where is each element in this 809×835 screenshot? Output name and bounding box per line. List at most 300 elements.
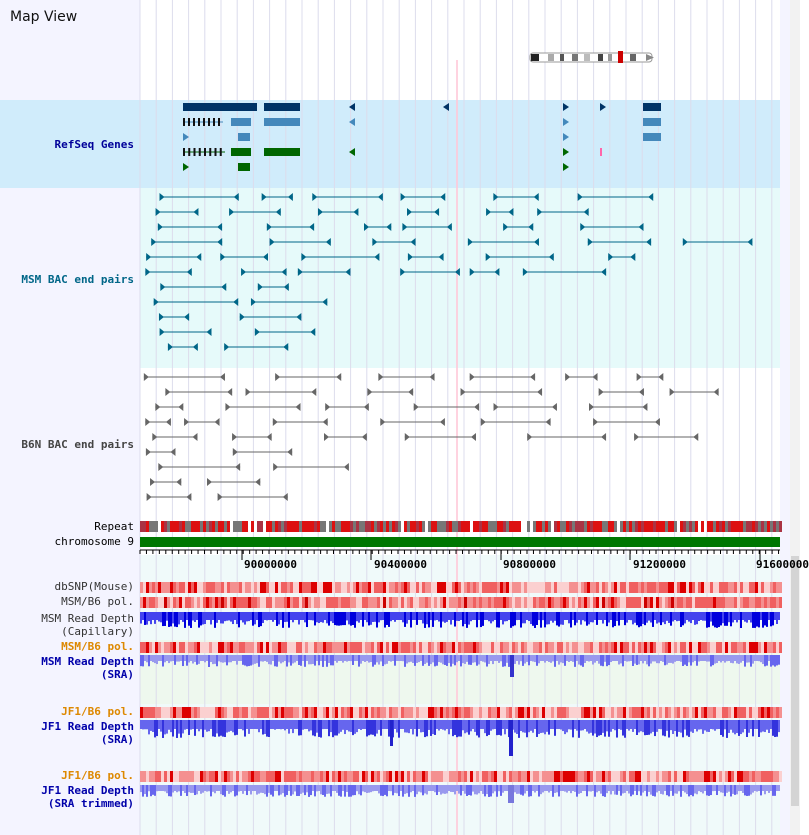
depth-bar [222,612,224,624]
heatmap-cell [530,597,533,608]
depth-bar [414,655,416,666]
heatmap-cell [668,642,671,653]
heatmap-cell [515,707,518,718]
heatmap-cell [350,642,353,653]
repeat-block [596,521,599,532]
depth-bar [268,720,270,737]
depth-bar [390,655,392,662]
repeat-track[interactable] [140,521,782,532]
heatmap-cell [512,582,515,593]
heatmap-cell [713,707,716,718]
depth-bar [758,655,760,661]
heatmap-cell [650,597,653,608]
repeat-block [323,521,326,532]
heatmap-cell [254,707,257,718]
depth-bar [396,612,398,618]
depth-bar [736,655,738,663]
heatmap-cell [707,597,710,608]
heatmap-cell [329,642,332,653]
heatmap-cell [680,597,683,608]
heatmap-cell [518,597,521,608]
depth-bar [142,720,144,729]
depth-bar [650,720,652,733]
heatmap-cell [548,597,551,608]
depth-bar [210,785,212,796]
heatmap-cell [437,582,440,593]
depth-bar [676,655,678,659]
depth-bar [710,612,712,622]
depth-bar [176,720,178,738]
depth-bar [684,720,686,730]
heatmap-cell [287,771,290,782]
depth-bar [282,720,284,727]
depth-bar [736,720,738,733]
depth-bar [642,720,644,732]
depth-bar [216,612,218,623]
heatmap-cell [206,771,209,782]
heatmap-cell [155,597,158,608]
depth-bar [430,655,432,664]
heatmap-cell [761,642,764,653]
depth-bar [248,612,250,621]
depth-bar [172,612,174,623]
depth-bar [288,720,290,734]
depth-bar [238,612,240,627]
heatmap-cell [161,582,164,593]
depth-bar [580,720,582,731]
depth-bar [580,655,582,665]
heatmap-cell [542,707,545,718]
depth-bar [336,655,338,663]
repeat-block [152,521,155,532]
depth-bar [152,720,154,732]
heatmap-cell [299,771,302,782]
depth-bar [412,720,414,734]
heatmap-cell [467,642,470,653]
ruler-tick-label: 90000000 [244,558,297,571]
depth-bar [526,720,528,737]
depth-bar [516,720,518,734]
heatmap-cell [719,642,722,653]
depth-bar [378,720,380,730]
heatmap-cell [485,597,488,608]
depth-bar [388,655,390,661]
depth-bar [186,785,188,796]
depth-bar [638,720,640,732]
depth-bar [336,720,338,736]
depth-bar [644,655,646,660]
heatmap-cell [212,771,215,782]
chromosome-ideogram[interactable] [530,51,654,63]
depth-bar [676,785,678,794]
heatmap-cell [152,642,155,653]
depth-bar [522,720,524,732]
depth-bar [400,720,402,728]
heatmap-cell [572,771,575,782]
depth-bar [270,785,272,795]
depth-bar [174,720,176,728]
heatmap-cell [461,642,464,653]
heatmap-cell [656,707,659,718]
repeat-block [140,521,143,532]
depth-bar [370,720,372,735]
heatmap-cell [542,582,545,593]
heatmap-cell [206,597,209,608]
depth-bar [720,612,722,625]
depth-bar [750,612,752,623]
repeat-block [548,521,551,532]
heatmap-cell [779,642,782,653]
heatmap-cell [476,707,479,718]
chromosome-bar[interactable] [140,537,780,547]
heatmap-cell [755,642,758,653]
heatmap-cell [611,582,614,593]
depth-bar [448,612,450,619]
heatmap-cell [518,582,521,593]
depth-bar [716,655,718,663]
heatmap-cell [764,642,767,653]
depth-bar [726,785,728,793]
repeat-block [668,521,671,532]
heatmap-cell [410,642,413,653]
repeat-block [593,521,596,532]
depth-bar [326,655,328,667]
repeat-block [185,521,188,532]
depth-bar [602,612,604,624]
heatmap-cell [563,582,566,593]
heatmap-cell [467,597,470,608]
heatmap-cell [608,642,611,653]
heatmap-cell [734,582,737,593]
heatmap-cell [668,597,671,608]
repeat-block [413,521,416,532]
heatmap-cell [431,771,434,782]
heatmap-cell [197,597,200,608]
heatmap-cell [692,642,695,653]
heatmap-cell [218,597,221,608]
repeat-block [515,521,518,532]
heatmap-cell [224,707,227,718]
heatmap-cell [728,707,731,718]
heatmap-cell [275,771,278,782]
depth-bar [778,655,780,665]
heatmap-cell [173,707,176,718]
depth-bar [334,655,336,660]
depth-bar [670,612,672,626]
depth-bar [644,785,646,790]
heatmap-cell [689,771,692,782]
heatmap-cell [737,771,740,782]
heatmap-cell [311,582,314,593]
heatmap-cell [296,707,299,718]
depth-bar [456,720,458,737]
depth-bar [730,785,732,796]
depth-bar [372,720,374,735]
depth-bar [264,655,266,660]
heatmap-cell [620,771,623,782]
depth-bar [540,655,542,659]
heatmap-cell [680,707,683,718]
depth-bar [326,612,328,623]
heatmap-cell [362,771,365,782]
depth-bar [264,720,266,734]
depth-bar [618,612,620,626]
depth-bar [484,720,486,733]
heatmap-cell [593,582,596,593]
heatmap-cell [593,771,596,782]
heatmap-cell [440,707,443,718]
depth-bar [636,655,638,665]
depth-bar [322,720,324,729]
depth-bar [436,720,438,728]
heatmap-cell [716,707,719,718]
heatmap-cell [344,771,347,782]
repeat-block [671,521,674,532]
heatmap-cell [209,582,212,593]
depth-bar [276,720,278,727]
gene-exon [203,118,205,126]
depth-bar [770,720,772,726]
depth-bar [296,612,298,620]
depth-bar [622,612,624,619]
depth-bar [710,655,712,666]
depth-bar [240,655,242,661]
depth-bar [224,612,226,621]
heatmap-cell [356,642,359,653]
depth-bar [168,655,170,663]
depth-bar [258,785,260,794]
repeat-block [365,521,368,532]
heatmap-cell [173,642,176,653]
heatmap-cell [521,771,524,782]
scrollbar-thumb[interactable] [791,556,799,806]
heatmap-cell [203,642,206,653]
heatmap-cell [359,582,362,593]
heatmap-cell [560,707,563,718]
depth-bar [672,785,674,796]
heatmap-cell [305,642,308,653]
depth-bar [772,720,774,736]
heatmap-cell [392,707,395,718]
depth-bar [256,612,258,618]
depth-bar [320,785,322,794]
depth-bar [220,785,222,794]
repeat-block [386,521,389,532]
depth-bar [766,720,768,730]
heatmap-cell [272,582,275,593]
depth-bar [398,655,400,659]
depth-bar [218,655,220,661]
depth-bar [376,655,378,662]
depth-bar [266,785,268,797]
heatmap-cell [323,771,326,782]
depth-bar [482,655,484,662]
depth-bar [238,655,240,660]
depth-bar [278,720,280,728]
depth-bar [276,785,278,791]
heatmap-cell [719,707,722,718]
depth-bar [582,785,584,790]
msm-depth-sra-sub: (SRA) [100,668,134,681]
depth-bar [330,720,332,732]
depth-bar [190,720,192,730]
depth-bar [318,655,320,665]
heatmap-cell [557,597,560,608]
depth-bar [270,655,272,665]
depth-bar [462,655,464,663]
heatmap-cell [566,771,569,782]
heatmap-cell [365,597,368,608]
depth-bar [774,785,776,796]
heatmap-cell [413,707,416,718]
depth-bar [392,655,394,659]
depth-bar [612,655,614,659]
depth-bar [410,655,412,662]
dbsnp-label: dbSNP(Mouse) [54,580,134,593]
depth-bar [494,785,496,791]
heatmap-cell [674,597,677,608]
heatmap-cell [641,771,644,782]
heatmap-cell [623,582,626,593]
depth-bar [364,720,366,727]
heatmap-cell [758,771,761,782]
depth-bar [288,785,290,790]
heatmap-cell [383,707,386,718]
heatmap-cell [428,597,431,608]
depth-bar [532,785,534,790]
heatmap-cell [500,597,503,608]
depth-bar [148,720,150,734]
heatmap-cell [548,707,551,718]
depth-bar [712,612,714,626]
heatmap-cell [698,707,701,718]
depth-bar [476,612,478,627]
heatmap-cell [233,582,236,593]
heatmap-cell [752,771,755,782]
depth-bar [362,785,364,791]
repeat-block [218,521,221,532]
depth-bar [364,785,366,792]
heatmap-cell [143,771,146,782]
depth-bar [410,720,412,726]
heatmap-cell [695,771,698,782]
heatmap-cell [650,642,653,653]
depth-bar [294,612,296,619]
heatmap-cell [425,582,428,593]
repeat-block [587,521,590,532]
heatmap-cell [176,642,179,653]
depth-bar [308,655,310,664]
heatmap-cell [179,642,182,653]
depth-bar [252,655,254,665]
depth-bar [496,655,498,660]
heatmap-cell [584,582,587,593]
gene-exon [183,118,185,126]
depth-bar [412,612,414,618]
depth-bar [230,720,232,731]
depth-bar [374,720,376,736]
depth-bar [650,785,652,795]
depth-bar [654,720,656,736]
heatmap-cell [527,582,530,593]
depth-bar [282,785,284,793]
depth-bar [712,785,714,791]
depth-bar [670,720,672,730]
heatmap-cell [542,597,545,608]
depth-bar [196,655,198,665]
heatmap-cell [617,771,620,782]
repeat-label: Repeat [94,520,134,533]
heatmap-cell [491,771,494,782]
heatmap-cell [683,771,686,782]
repeat-block [767,521,770,532]
heatmap-cell [221,642,224,653]
msm-b6-pol-sra-label: MSM/B6 pol. [61,640,134,653]
depth-bar [266,612,268,620]
depth-bar [236,612,238,624]
depth-bar [188,720,190,735]
depth-bar [314,655,316,666]
heatmap-cell [671,771,674,782]
depth-bar [218,785,220,790]
heatmap-cell [305,582,308,593]
heatmap-cell [236,582,239,593]
depth-bar [626,785,628,789]
heatmap-cell [632,771,635,782]
heatmap-cell [392,582,395,593]
depth-bar [448,785,450,790]
depth-bar [536,612,538,625]
repeat-block [305,521,308,532]
heatmap-cell [161,642,164,653]
heatmap-cell [383,771,386,782]
depth-bar [592,720,594,736]
depth-bar [570,785,572,793]
heatmap-cell [446,642,449,653]
depth-bar [400,612,402,619]
gene-exon [188,118,190,126]
heatmap-cell [722,642,725,653]
depth-bar [714,655,716,664]
heatmap-cell [476,597,479,608]
heatmap-cell [497,582,500,593]
heatmap-cell [197,582,200,593]
depth-bar [148,785,150,791]
depth-bar [658,720,660,727]
heatmap-cell [320,597,323,608]
depth-bar [232,655,234,661]
depth-bar [468,655,470,665]
depth-bar [174,612,176,627]
depth-bar [314,785,316,796]
depth-bar [530,655,532,660]
heatmap-cell [476,642,479,653]
repeat-block [224,521,227,532]
depth-bar [726,612,728,626]
depth-bar [158,655,160,661]
depth-bar [452,720,454,736]
heatmap-cell [386,771,389,782]
depth-bar [456,655,458,662]
depth-bar [584,655,586,663]
depth-bar [382,785,384,796]
depth-bar [572,720,574,737]
repeat-block [545,521,548,532]
depth-bar [516,655,518,661]
depth-bar [602,785,604,796]
depth-bar [640,612,642,626]
depth-bar [298,720,300,735]
